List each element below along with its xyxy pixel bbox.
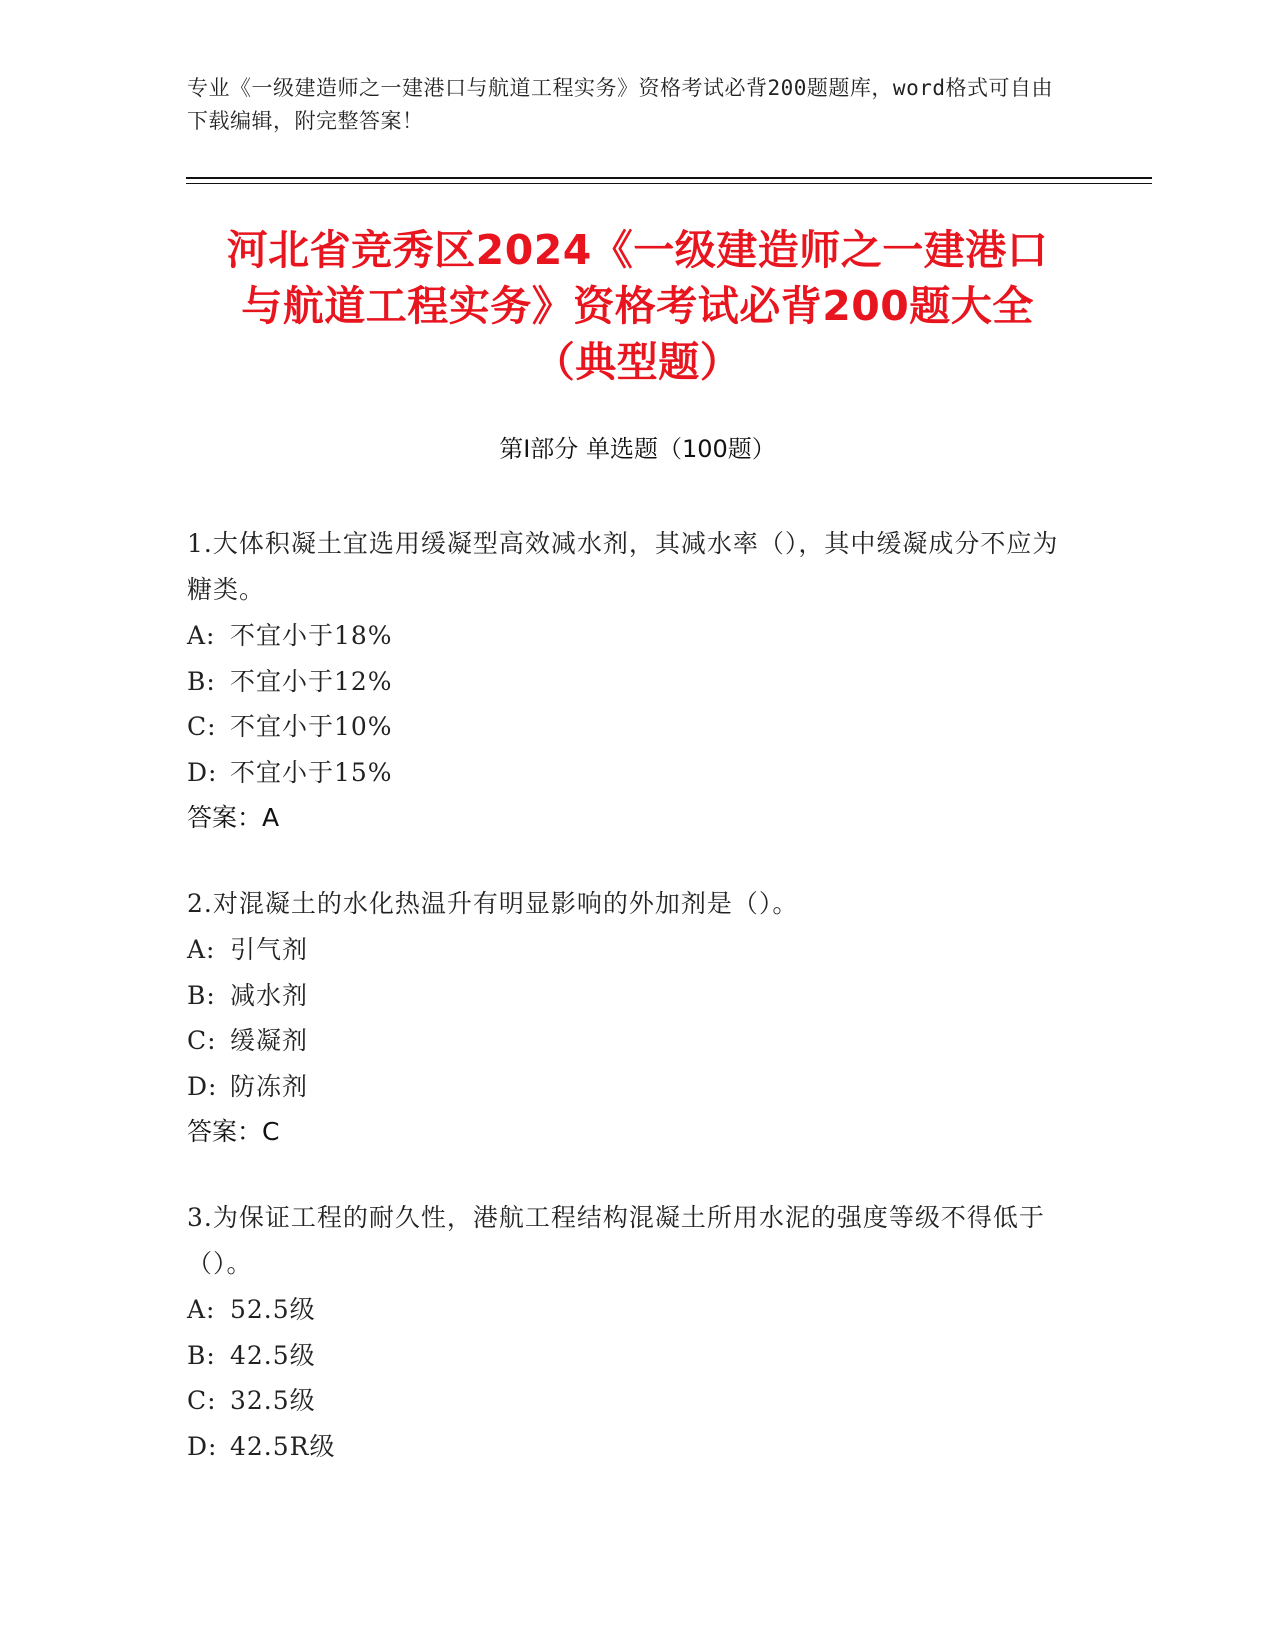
option-text: 减水剂 (230, 980, 309, 1010)
question-stem: 1.大体积凝土宜选用缓凝型高效减水剂，其减水率（），其中缓凝成分不应为糖类。 (187, 529, 1059, 604)
option-key: C: (187, 1026, 217, 1055)
option-a (187, 1287, 1062, 1333)
question-stem: 2.对混凝土的水化热温升有明显影响的外加剂是（）。 (187, 889, 799, 918)
option-key: B: (187, 980, 216, 1010)
document-title (150, 222, 1125, 390)
question-list (187, 527, 1062, 1516)
option-key: A: (187, 935, 216, 964)
option-text: 不宜小于18% (230, 621, 393, 650)
option-key: D: (187, 1431, 218, 1461)
option-key: A: (187, 621, 216, 650)
option-key: B: (187, 1340, 216, 1370)
header-divider-thick (186, 177, 1152, 179)
option-text: 不宜小于10% (230, 712, 393, 741)
question-2 (187, 881, 1062, 1154)
option-c (187, 1018, 1062, 1064)
option-key: D: (187, 1071, 218, 1101)
question-1 (187, 521, 1062, 840)
question-3 (187, 1195, 1062, 1469)
option-text: 缓凝剂 (230, 1026, 309, 1055)
option-c (187, 704, 1062, 750)
option-key: D: (187, 757, 218, 787)
option-text: 42.5级 (230, 1340, 316, 1370)
option-text: 42.5R级 (230, 1431, 336, 1461)
header-note: 专业《一级建造师之一建港口与航道工程实务》资格考试必背200题题库，word格式可自由下载编辑，附完整答案！ (187, 76, 1053, 133)
option-c (187, 1378, 1062, 1424)
option-key: A: (187, 1295, 216, 1324)
option-d (187, 1424, 1062, 1470)
section-title: 第Ⅰ部分 单选题（100题） (499, 435, 776, 463)
option-a (187, 927, 1062, 973)
option-text: 32.5级 (230, 1386, 316, 1415)
option-d (187, 1064, 1062, 1110)
document-title-line-2: 与航道工程实务》资格考试必背200题大全 (241, 282, 1034, 330)
option-a (187, 613, 1062, 659)
option-b (187, 973, 1062, 1019)
answer-label: 答案：C (187, 1117, 280, 1146)
option-text: 52.5级 (230, 1295, 316, 1324)
option-text: 不宜小于15% (230, 757, 393, 787)
answer-label: 答案：A (187, 803, 280, 832)
option-text: 引气剂 (230, 935, 309, 964)
option-text: 防冻剂 (230, 1071, 309, 1101)
option-d (187, 750, 1062, 796)
option-key: C: (187, 712, 217, 741)
document-title-line-1: 河北省竞秀区2024《一级建造师之一建港口 (226, 226, 1049, 274)
header-divider-thin (186, 183, 1152, 184)
option-key: C: (187, 1386, 217, 1415)
option-text: 不宜小于12% (230, 666, 393, 696)
question-stem: 3.为保证工程的耐久性，港航工程结构混凝土所用水泥的强度等级不得低于（）。 (187, 1203, 1045, 1278)
option-b (187, 659, 1062, 705)
option-key: B: (187, 666, 216, 696)
document-title-line-3: （典型题） (533, 338, 742, 386)
option-b (187, 1333, 1062, 1379)
